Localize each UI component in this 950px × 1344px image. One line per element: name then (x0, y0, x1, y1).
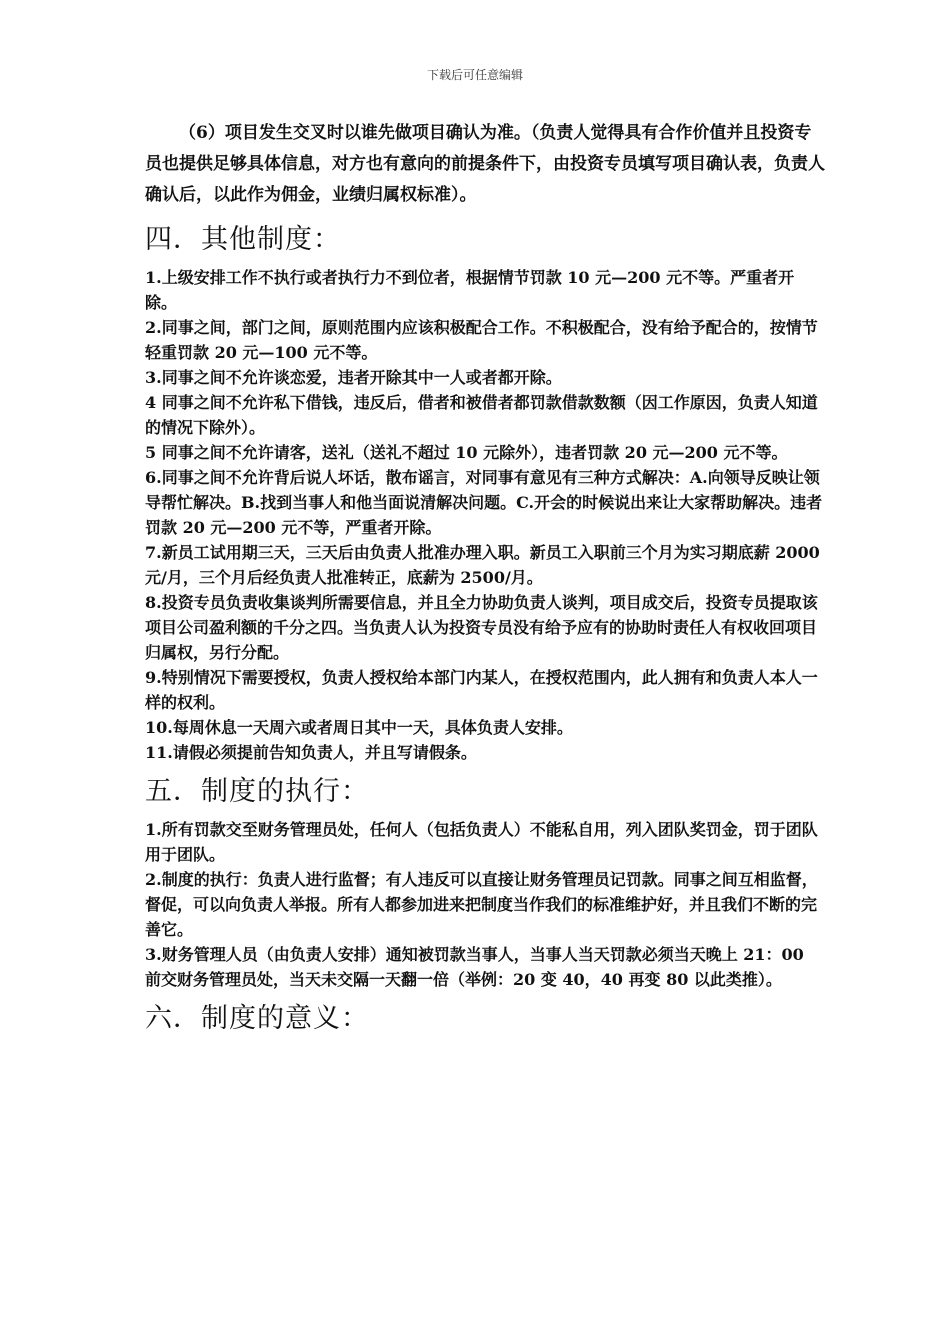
rule-item: 11.请假必须提前告知负责人，并且写请假条。 (145, 743, 477, 762)
section-execution (145, 769, 825, 992)
rule-item: 7.新员工试用期三天，三天后由负责人批准办理入职。新员工入职前三个月为实习期底薪 2000 元/月，三个月后经负责人批准转正，底薪为 2500/月。 (145, 543, 820, 587)
document-body (145, 118, 825, 1044)
section-significance (145, 996, 825, 1042)
rule-item: 2.制度的执行：负责人进行监督；有人违反可以直接让财务管理员记罚款。同事之间互相监督，督促，可以向负责人举报。所有人都参加进来把制度当作我们的标准维护好，并且我们不断的完善它。 (145, 870, 818, 939)
rule-item: 8.投资专员负责收集谈判所需要信息，并且全力协助负责人谈判，项目成交后，投资专员提取该项目公司盈利额的千分之四。当负责人认为投资专员没有给予应有的协助时责任人有权收回项目归属权，另行分配。 (145, 593, 818, 662)
rule-item: 3.财务管理人员（由负责人安排）通知被罚款当事人，当事人当天罚款必须当天晚上 21：00 前交财务管理员处，当天未交隔一天翻一倍（举例：20 变 40，40 再变 80 以此类推）。 (145, 945, 804, 989)
rule-list (145, 817, 825, 992)
section-heading: 六．制度的意义： (145, 1003, 369, 1034)
section-heading: 五．制度的执行： (145, 776, 369, 807)
rule-item: 1.上级安排工作不执行或者执行力不到位者，根据情节罚款 10 元—200 元不等。严重者开除。 (145, 268, 795, 312)
rule-item: 4 同事之间不允许私下借钱，违反后，借者和被借者都罚款借款数额（因工作原因，负责人知道的情况下除外）。 (145, 393, 818, 437)
rule-item: 6.同事之间不允许背后说人坏话，散布谣言，对同事有意见有三种方式解决：A.向领导反映让领导帮忙解决。B.找到当事人和他当面说清解决问题。C.开会的时候说出来让大家帮助解决。违者罚款 20 元—200 元不等，严重者开除。 (145, 468, 823, 537)
rule-item: 10.每周休息一天周六或者周日其中一天，具体负责人安排。 (145, 718, 573, 737)
header-note: 下载后可任意编辑 (426, 68, 523, 82)
rule-item: 9.特别情况下需要授权，负责人授权给本部门内某人，在授权范围内，此人拥有和负责人本人一样的权利。 (145, 668, 818, 712)
rule-item: 1.所有罚款交至财务管理员处，任何人（包括负责人）不能私自用，列入团队奖罚金，罚于团队用于团队。 (145, 820, 818, 864)
rule-list (145, 265, 825, 765)
section-other-rules (145, 217, 825, 765)
rule-item: 3.同事之间不允许谈恋爱，违者开除其中一人或者都开除。 (145, 368, 562, 387)
rule-item: 5 同事之间不允许请客，送礼（送礼不超过 10 元除外），违者罚款 20 元—200 元不等。 (145, 443, 788, 462)
intro-paragraph: （6）项目发生交叉时以谁先做项目确认为准。（负责人觉得具有合作价值并且投资专员也提供足够具体信息，对方也有意向的前提条件下，由投资专员填写项目确认表，负责人确认后，以此作为佣金，业绩归属权标准）。 (145, 123, 825, 205)
section-heading: 四．其他制度： (145, 224, 341, 255)
rule-item: 2.同事之间，部门之间，原则范围内应该积极配合工作。不积极配合，没有给予配合的，按情节轻重罚款 20 元—100 元不等。 (145, 318, 818, 362)
